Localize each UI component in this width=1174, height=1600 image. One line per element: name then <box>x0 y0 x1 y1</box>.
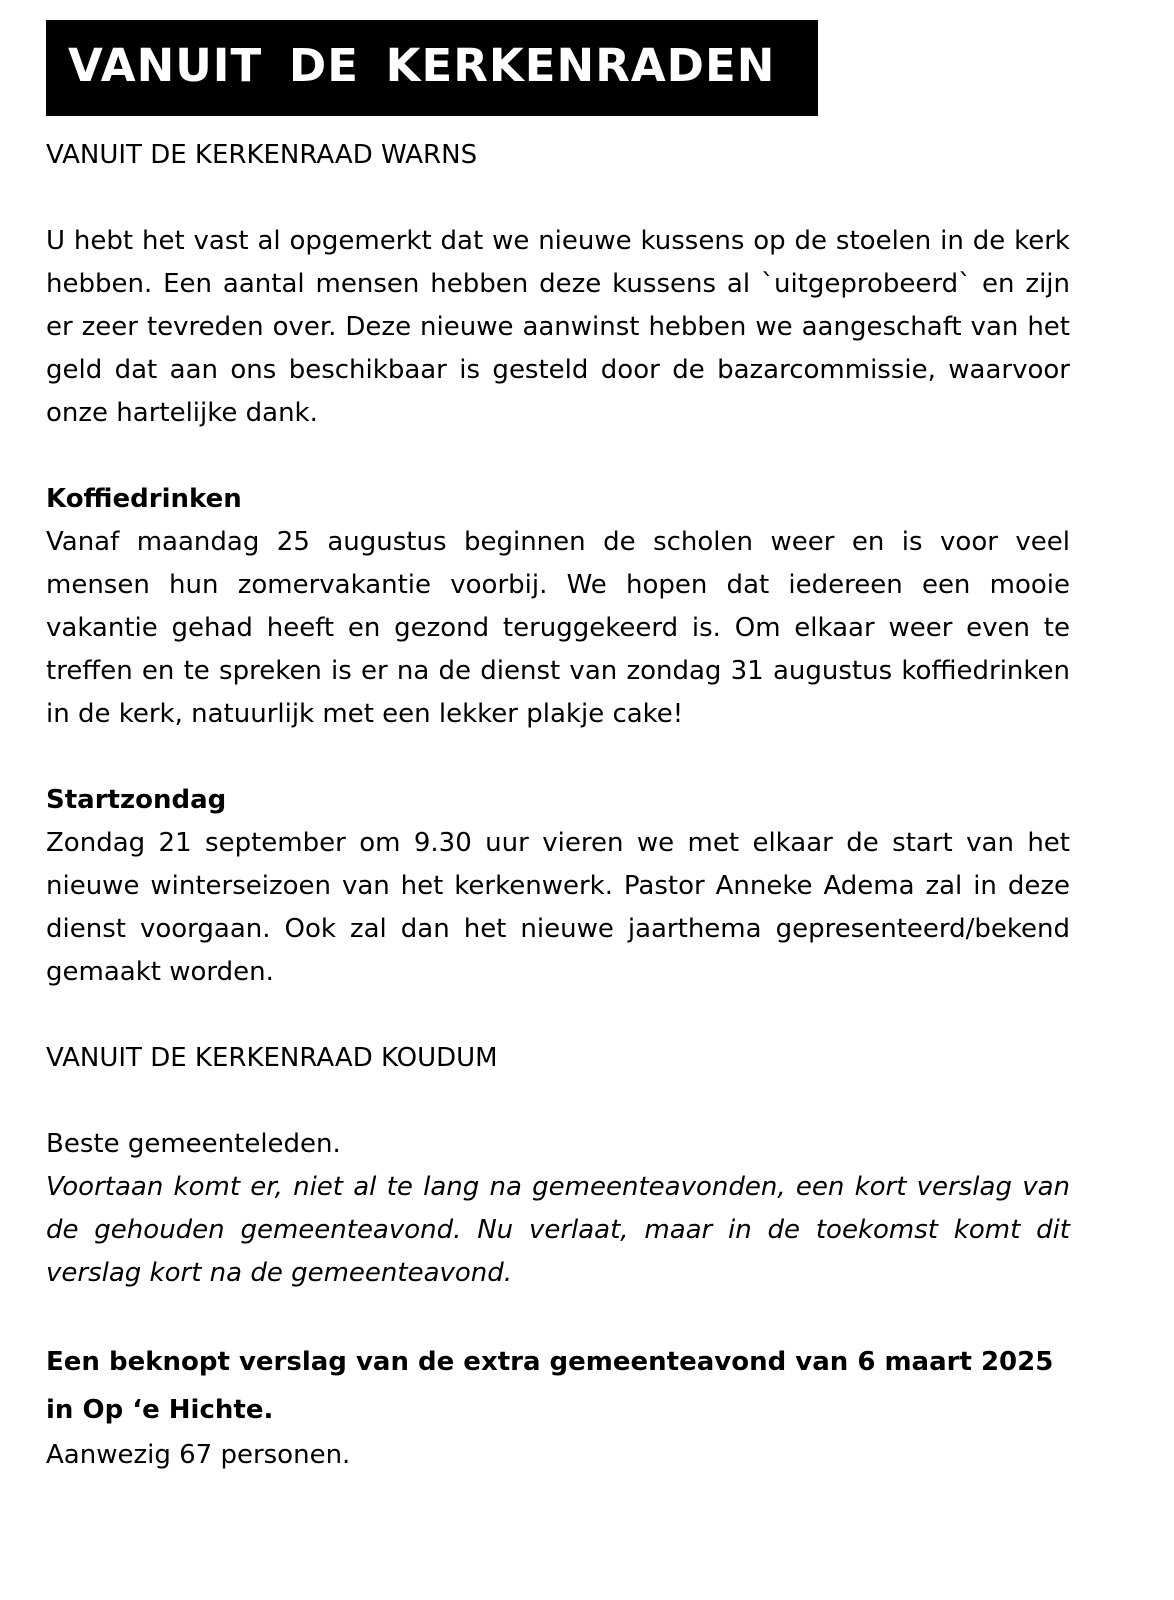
attendance-text: Aanwezig 67 personen. <box>46 1440 351 1470</box>
report-title-line-1: Een beknopt verslag van de extra gemeenteavond van 6 maart 2025 <box>46 1347 1054 1377</box>
heading-warns: VANUIT DE KERKENRAAD WARNS <box>46 140 478 170</box>
paragraph-koffiedrinken: Vanaf maandag 25 augustus beginnen de scholen weer en is voor veel mensen hun zomervakantie voorbij. We hopen dat iedereen een mooie vakantie gehad heeft en gezond teruggekeerd is. Om elkaar weer even te treffen en te spreken is er na de dienst van zondag 31 augustus koffiedrinken in de kerk, natuurlijk met een lekker plakje cake! <box>46 527 1070 729</box>
report-title-line-2: in Op ‘e Hichte. <box>46 1395 274 1425</box>
paragraph-startzondag: Zondag 21 september om 9.30 uur vieren we met elkaar de start van het nieuwe winterseizoen van het kerkenwerk. Pastor Anneke Adema zal in deze dienst voorgaan. Ook zal dan het nieuwe jaarthema gepresenteerd/bekend gemaakt worden. <box>46 828 1070 987</box>
report-title <box>46 1338 1070 1434</box>
heading-koffiedrinken: Koffiedrinken <box>46 484 242 514</box>
paragraph-verslag-intro: Voortaan komt er, niet al te lang na gemeenteavonden, een kort verslag van de gehouden gemeenteavond. Nu verlaat, maar in de toekomst komt dit verslag kort na de gemeenteavond. <box>46 1172 1070 1288</box>
newsletter-page <box>46 20 1070 1477</box>
heading-koudum: VANUIT DE KERKENRAAD KOUDUM <box>46 1043 498 1073</box>
greeting: Beste gemeenteleden. <box>46 1129 341 1159</box>
banner-title: VANUIT DE KERKENRADEN <box>68 38 776 92</box>
heading-startzondag: Startzondag <box>46 785 227 815</box>
paragraph-cushions: U hebt het vast al opgemerkt dat we nieuwe kussens op de stoelen in de kerk hebben. Een aantal mensen hebben deze kussens al `uitgeprobeerd` en zijn er zeer tevreden over. Deze nieuwe aanwinst hebben we aangeschaft van het geld dat aan ons beschikbaar is gesteld door de bazarcommissie, waarvoor onze hartelijke dank. <box>46 226 1070 428</box>
section-banner <box>46 20 818 116</box>
